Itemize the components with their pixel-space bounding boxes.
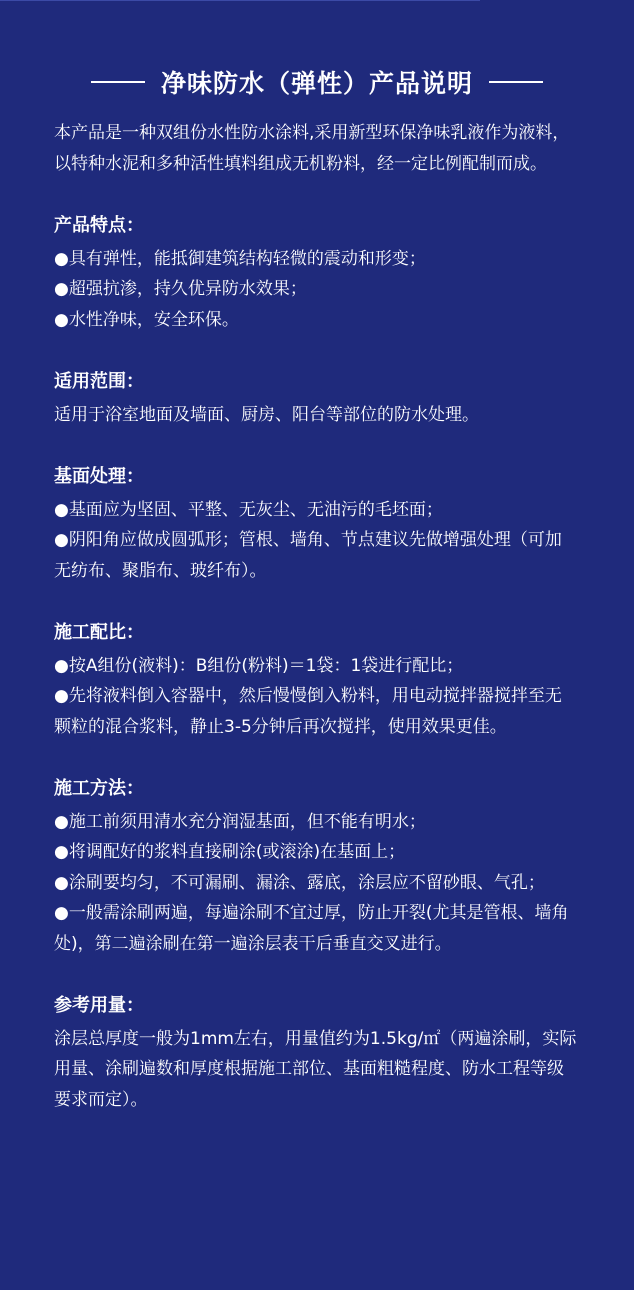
section-line: ●涂刷要均匀，不可漏刷、漏涂、露底，涂层应不留砂眼、气孔； — [54, 872, 545, 893]
section-scope — [54, 367, 578, 430]
section-mix-ratio — [54, 618, 578, 742]
section-line: ●按A组份(液料)：B组份(粉料)＝1袋：1袋进行配比； — [54, 655, 464, 676]
section-features — [54, 211, 578, 335]
title-row — [0, 60, 634, 104]
title-line-right — [489, 81, 543, 83]
section-line: ●超强抗渗，持久优异防水效果； — [54, 279, 307, 299]
section-line: ●先将液料倒入容器中，然后慢慢倒入粉料，用电动搅拌器搅拌至无颗粒的混合浆料，静止3-5分钟后再次搅拌，使用效果更佳。 — [54, 686, 562, 737]
top-divider — [0, 0, 480, 1]
title-line-left — [91, 81, 145, 83]
section-method — [54, 774, 578, 959]
section-line: ●一般需涂刷两遍，每遍涂刷不宜过厚，防止开裂(尤其是管根、墙角处)，第二遍涂刷在第一遍涂层表干后垂直交叉进行。 — [54, 903, 569, 954]
section-line: 适用于浴室地面及墙面、厨房、阳台等部位的防水处理。 — [54, 404, 479, 425]
section-line: 涂层总厚度一般为1mm左右，用量值约为1.5kg/㎡（两遍涂刷，实际用量、涂刷遍数和厚度根据施工部位、基面粗糙程度、防水工程等级要求而定）。 — [54, 1028, 577, 1110]
section-title: 参考用量： — [54, 995, 144, 1016]
section-line: ●将调配好的浆料直接刷涂(或滚涂)在基面上； — [54, 842, 406, 862]
section-usage — [54, 991, 578, 1115]
section-line: ●阴阳角应做成圆弧形；管根、墙角、节点建议先做增强处理（可加无纺布、聚脂布、玻纤布）。 — [54, 530, 562, 581]
section-title: 施工方法： — [54, 778, 144, 799]
intro-paragraph: 本产品是一种双组份水性防水涂料,采用新型环保净味乳液作为液料，以特种水泥和多种活性填料组成无机粉料，经一定比例配制而成。 — [54, 123, 570, 174]
section-title: 产品特点： — [54, 215, 144, 236]
section-title: 适用范围： — [54, 371, 144, 392]
section-surface-prep — [54, 462, 578, 586]
section-title: 施工配比： — [54, 622, 144, 643]
section-line: ●具有弹性，能抵御建筑结构轻微的震动和形变； — [54, 248, 426, 269]
section-line: ●基面应为坚固、平整、无灰尘、无油污的毛坯面； — [54, 499, 443, 520]
section-title: 基面处理： — [54, 466, 144, 487]
page-title: 净味防水（弹性）产品说明 — [160, 69, 473, 98]
content — [54, 118, 578, 1115]
section-line: ●水性净味，安全环保。 — [54, 309, 239, 330]
section-line: ●施工前须用清水充分润湿基面，但不能有明水； — [54, 811, 426, 832]
